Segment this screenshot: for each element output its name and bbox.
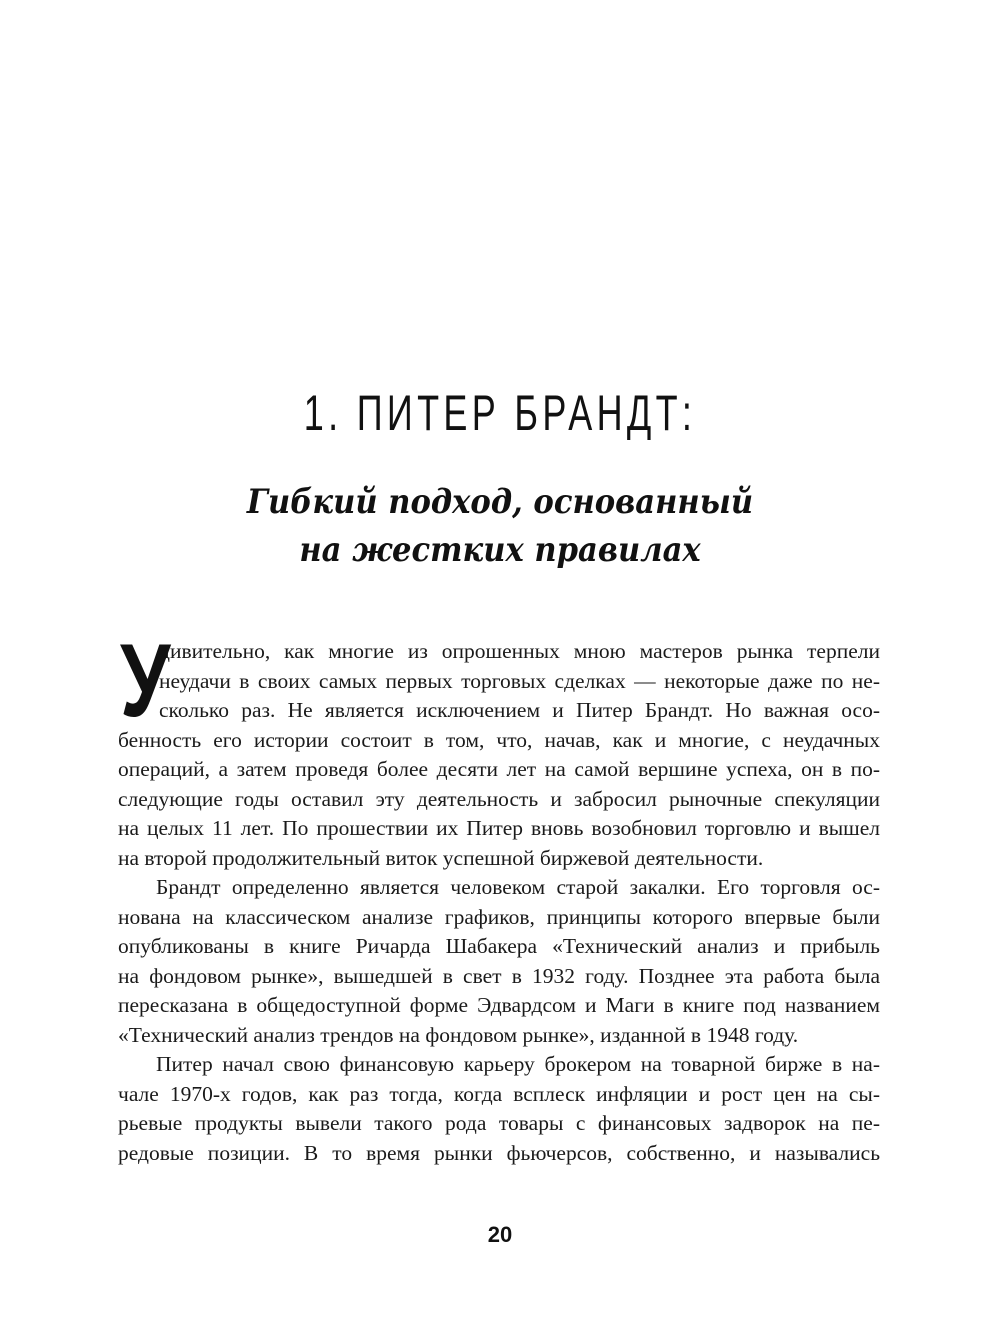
text-line: следующие годы оставил эту деятельность и забросил рыночные спекуляции xyxy=(118,786,880,811)
subtitle-line: Гибкий подход, основанный xyxy=(246,482,754,522)
text-line: опубликованы в книге Ричарда Шабакера «Технический анализ и прибыль xyxy=(118,934,880,958)
text-line: нована на классическом анализе графиков, принципы которого впервые были xyxy=(118,904,880,929)
text-line: операций, а затем проведя более десяти лет на самой вершине успеха, он в по- xyxy=(118,757,880,781)
text-line: на второй продолжительный виток успешной биржевой деятельности. xyxy=(118,845,764,870)
chapter-subtitle xyxy=(0,478,1000,574)
page-number: 20 xyxy=(487,1222,513,1247)
text-line: бенность его истории состоит в том, что, начав, как и многие, с неудачных xyxy=(118,727,880,752)
text-line: сколько раз. Не является исключением и Питер Брандт. Но важная осо- xyxy=(159,698,880,722)
drop-cap: У xyxy=(120,623,171,739)
text-line: «Технический анализ трендов на фондовом рынке», изданной в 1948 году. xyxy=(118,1022,799,1047)
subtitle-line: на жестких правилах xyxy=(299,530,701,570)
text-line: редовые позиции. В то время рынки фьючерсов, собственно, и назывались xyxy=(118,1140,880,1165)
text-line: Брандт определенно является человеком старой закалки. Его торговля ос- xyxy=(156,875,880,899)
text-line: на фондовом рынке», вышедшей в свет в 1932 году. Позднее эта работа была xyxy=(118,963,880,988)
text-line: на целых 11 лет. По прошествии их Питер вновь возобновил торговлю и вышел xyxy=(118,816,880,840)
body-text xyxy=(118,623,880,1168)
text-line: рьевые продукты вывели такого рода товары с финансовых задворок на пе- xyxy=(118,1111,880,1135)
text-line: неудачи в своих самых первых торговых сделках — некоторые даже по не- xyxy=(159,668,880,693)
text-line: дивительно, как многие из опрошенных мною мастеров рынка терпели xyxy=(159,639,880,663)
paragraph-1 xyxy=(118,623,880,873)
chapter-title: 1. ПИТЕР БРАНДТ: xyxy=(303,385,697,441)
text-line: пересказана в общедоступной форме Эдвардсом и Маги в книге под названием xyxy=(118,993,880,1017)
text-line: чале 1970-х годов, как раз тогда, когда всплеск инфляции и рост цен на сы- xyxy=(118,1081,880,1106)
text-line: Питер начал свою финансовую карьеру брокером на товарной бирже в на- xyxy=(156,1052,880,1076)
paragraph-2 xyxy=(118,873,880,1050)
paragraph-3 xyxy=(118,1050,880,1168)
